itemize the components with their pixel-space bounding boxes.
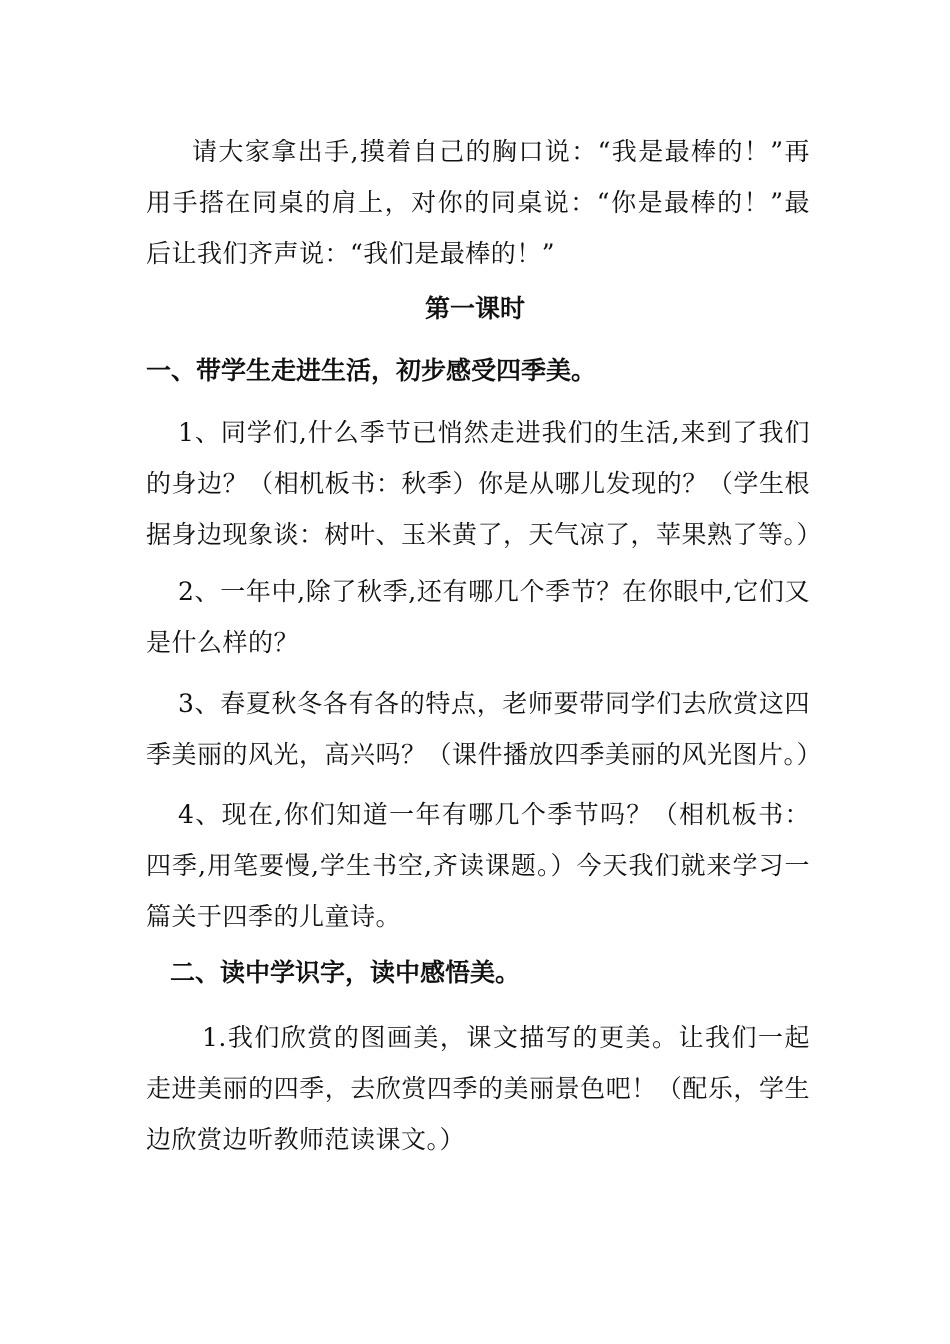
- intro-paragraph: 请大家拿出手,摸着自己的胸口说：“我是最棒的！”再用手搭在同桌的肩上，对你的同桌说：“你是最棒的！”最后让我们齐声说：“我们是最棒的！”: [146, 137, 810, 268]
- section1-item-3: 3、春夏秋冬各有各的特点，老师要带同学们去欣赏这四季美丽的风光，高兴吗？（课件播放四季美丽的风光图片。）: [146, 689, 823, 769]
- section1-item-1: 1、同学们,什么季节已悄然走进我们的生活,来到了我们的身边？（相机板书：秋季）你是从哪儿发现的？（学生根据身边现象谈：树叶、玉米黄了，天气凉了，苹果熟了等。）: [146, 418, 823, 549]
- section2-item-1: 1.我们欣赏的图画美，课文描写的更美。让我们一起走进美丽的四季，去欣赏四季的美丽景色吧！（配乐，学生边欣赏边听教师范读课文。）: [146, 1023, 810, 1154]
- section-heading-2: 二、读中学识字，读中感悟美。: [170, 958, 521, 987]
- section1-item-2: 2、一年中,除了秋季,还有哪几个季节？在你眼中,它们又是什么样的？: [146, 577, 810, 657]
- section-heading-1: 一、带学生走进生活，初步感受四季美。: [146, 356, 597, 385]
- lesson-title: 第一课时: [424, 294, 525, 323]
- section1-item-4: 4、现在,你们知道一年有哪几个季节吗？（相机板书：四季,用笔要慢,学生书空,齐读课题。）今天我们就来学习一篇关于四季的儿童诗。: [146, 800, 810, 931]
